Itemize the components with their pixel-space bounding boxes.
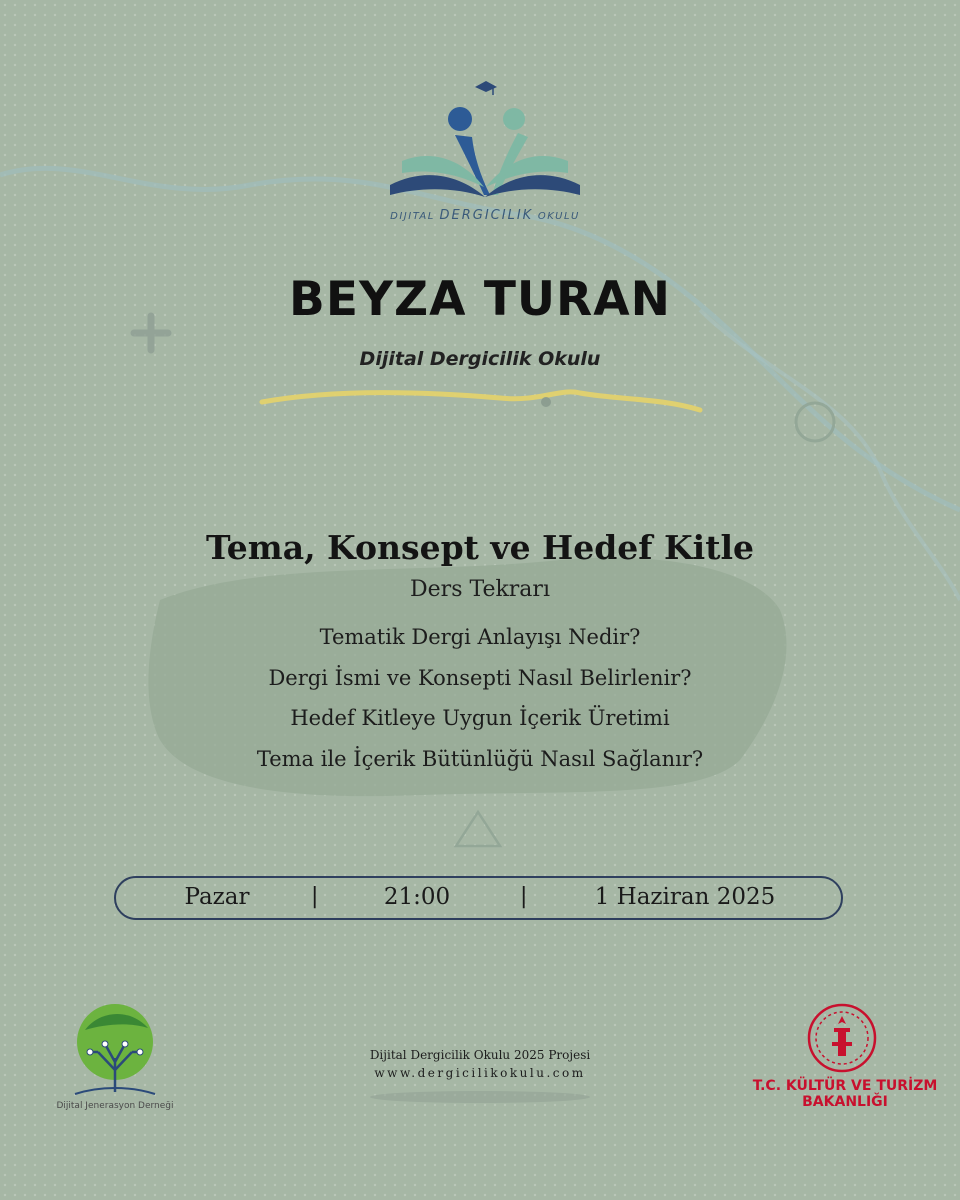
ring-shape [796, 403, 834, 441]
logo-caption-tail: OKULU [537, 211, 580, 222]
ministry-name-line1: T.C. KÜLTÜR VE TURİZM [752, 1078, 938, 1094]
association-logo-icon [70, 1000, 160, 1100]
topic-title: Tema, Konsept ve Hedef Kitle [206, 528, 754, 567]
topic-subtitle: Ders Tekrarı [410, 577, 550, 602]
logo-caption [380, 208, 590, 223]
topic-item: Dergi İsmi ve Konsepti Nasıl Belirlenir? [268, 666, 692, 690]
schedule-separator: | [520, 884, 528, 909]
small-dot-shape [541, 397, 551, 407]
logo-caption-small: DIJITAL [390, 211, 435, 222]
topic-item: Hedef Kitleye Uygun İçerik Üretimi [290, 706, 670, 730]
triangle-shape [456, 812, 500, 846]
project-name: Dijital Dergicilik Okulu 2025 Projesi [369, 1048, 591, 1062]
yellow-brush-stroke [262, 392, 700, 410]
logo-caption-big: DERGICILIK [439, 208, 534, 223]
association-name: Dijital Jenerasyon Derneği [56, 1101, 174, 1111]
schedule-time: 21:00 [383, 884, 451, 910]
topic-item: Tematik Dergi Anlayışı Nedir? [319, 625, 641, 649]
footer-shadow-shape [370, 1091, 590, 1103]
schedule-day: Pazar [184, 884, 250, 910]
speaker-organization: Dijital Dergicilik Okulu [359, 348, 601, 370]
schedule-date: 1 Haziran 2025 [594, 884, 776, 910]
ministry-name [745, 1078, 945, 1110]
schedule-separator: | [311, 884, 319, 909]
ministry-logo-icon [806, 1002, 878, 1074]
ministry-name-line2: BAKANLIĞI [802, 1094, 888, 1110]
topic-item: Tema ile İçerik Bütünlüğü Nasıl Sağlanır? [256, 747, 704, 771]
speaker-name: BEYZA TURAN [289, 272, 671, 327]
project-url: www.dergicilikokulu.com [374, 1066, 586, 1080]
